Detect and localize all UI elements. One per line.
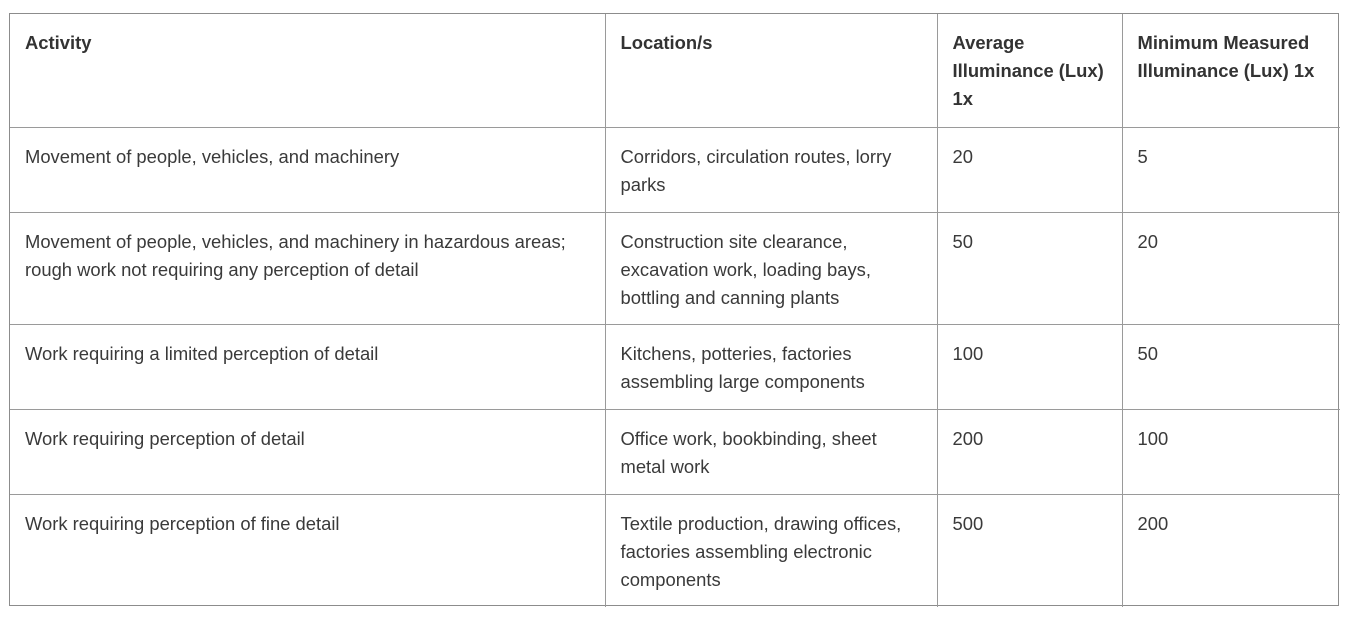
column-header-activity: Activity bbox=[10, 14, 605, 127]
cell-locations: Kitchens, potteries, factories assembling large components bbox=[605, 324, 937, 409]
cell-average-lux: 20 bbox=[937, 127, 1122, 212]
cell-activity: Work requiring a limited perception of detail bbox=[10, 324, 605, 409]
illuminance-table bbox=[10, 14, 1340, 607]
cell-locations: Corridors, circulation routes, lorry parks bbox=[605, 127, 937, 212]
cell-minimum-lux: 100 bbox=[1122, 409, 1340, 494]
cell-average-lux: 100 bbox=[937, 324, 1122, 409]
table-row bbox=[10, 127, 1340, 212]
table-row bbox=[10, 212, 1340, 324]
table-header-row bbox=[10, 14, 1340, 127]
column-header-locations: Location/s bbox=[605, 14, 937, 127]
cell-activity: Work requiring perception of fine detail bbox=[10, 494, 605, 607]
cell-locations: Construction site clearance, excavation work, loading bays, bottling and canning plants bbox=[605, 212, 937, 324]
cell-locations: Textile production, drawing offices, factories assembling electronic components bbox=[605, 494, 937, 607]
cell-minimum-lux: 20 bbox=[1122, 212, 1340, 324]
cell-average-lux: 500 bbox=[937, 494, 1122, 607]
cell-locations: Office work, bookbinding, sheet metal work bbox=[605, 409, 937, 494]
cell-activity: Work requiring perception of detail bbox=[10, 409, 605, 494]
cell-minimum-lux: 200 bbox=[1122, 494, 1340, 607]
table-row bbox=[10, 494, 1340, 607]
cell-activity: Movement of people, vehicles, and machinery in hazardous areas; rough work not requiring any perception of detail bbox=[10, 212, 605, 324]
column-header-average-illuminance: Average Illuminance (Lux) 1x bbox=[937, 14, 1122, 127]
table-row bbox=[10, 409, 1340, 494]
column-header-minimum-illuminance: Minimum Measured Illuminance (Lux) 1x bbox=[1122, 14, 1340, 127]
cell-average-lux: 50 bbox=[937, 212, 1122, 324]
cell-average-lux: 200 bbox=[937, 409, 1122, 494]
illuminance-table-container bbox=[9, 13, 1339, 606]
cell-minimum-lux: 50 bbox=[1122, 324, 1340, 409]
table-row bbox=[10, 324, 1340, 409]
cell-minimum-lux: 5 bbox=[1122, 127, 1340, 212]
cell-activity: Movement of people, vehicles, and machinery bbox=[10, 127, 605, 212]
